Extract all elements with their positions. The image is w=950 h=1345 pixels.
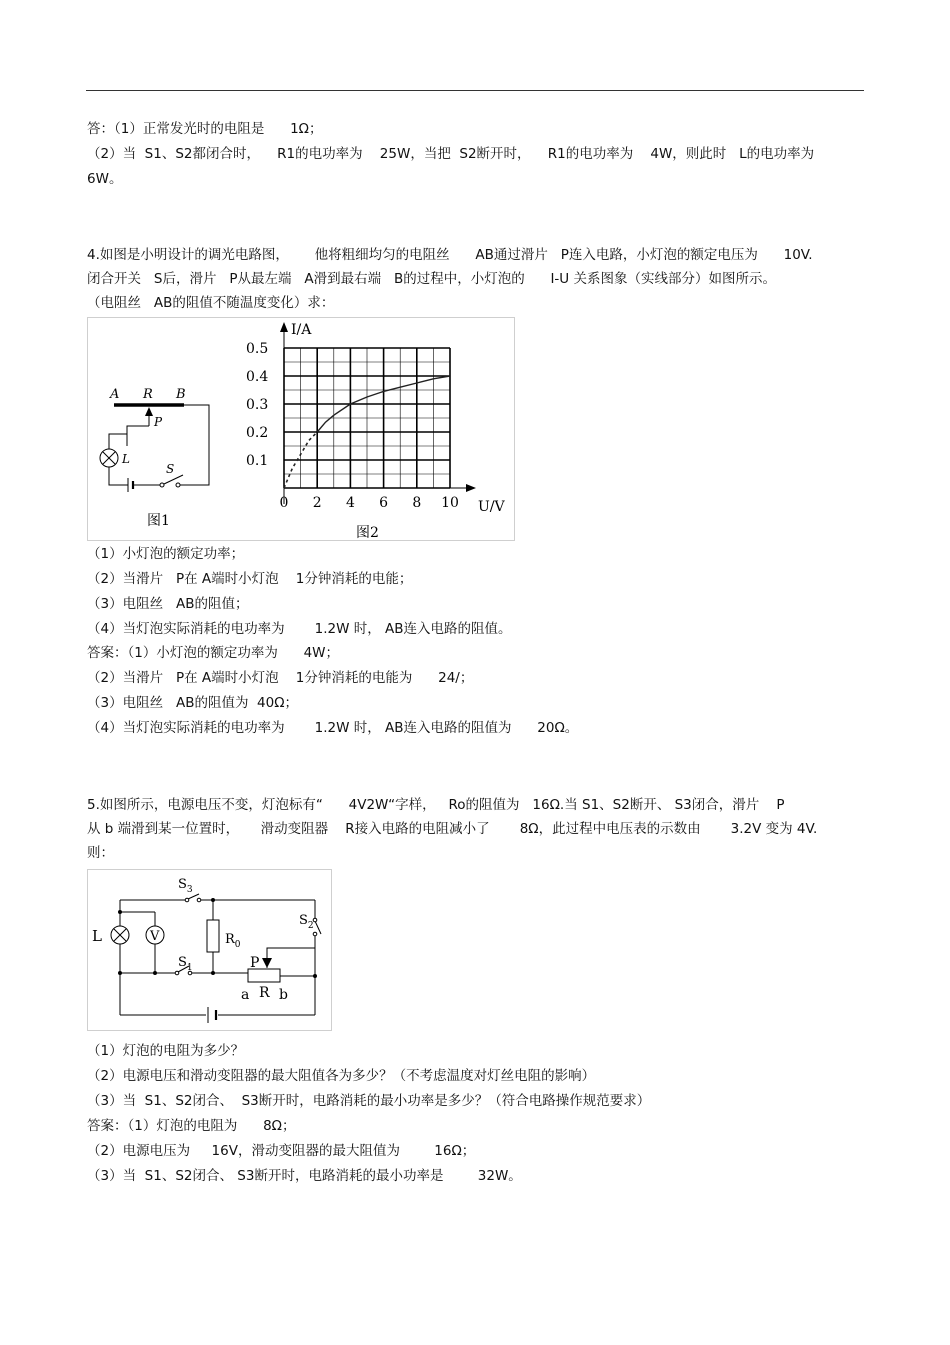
label-a: A <box>110 387 120 402</box>
switch-s3-contact-right <box>197 898 201 902</box>
slider-arrow-icon <box>262 958 272 968</box>
x-axis-arrow-icon <box>466 484 476 492</box>
label-v: V <box>150 929 160 944</box>
label-r: R <box>143 387 153 402</box>
slider-wire <box>267 948 315 968</box>
answer3-line3: 6W。 <box>87 171 123 187</box>
x-tick-label: 8 <box>412 495 422 511</box>
figure1-caption: 图1 <box>147 513 170 529</box>
junction-dot <box>211 898 215 902</box>
q4-answer-3: （3）电阻丝 AB的阻值为 40Ω； <box>87 695 299 711</box>
junction-dot <box>118 910 122 914</box>
q4-question-2: （2）当滑片 P在 A端时小灯泡 1分钟消耗的电能； <box>87 571 413 587</box>
q5-stem-line1: 5.如图所示，电源电压不变，灯泡标有“ 4V2W“字样， Ro的阻值为 16Ω.当 S1、S2断开、 S3闭合，滑片 P <box>87 797 785 813</box>
q4-answer-4: （4）当灯泡实际消耗的电功率为 1.2W 时， AB连入电路的阻值为 20Ω。 <box>87 720 579 736</box>
junction-dot <box>211 971 215 975</box>
q5-question-3: （3）当 S1、S2闭合、 S3断开时，电路消耗的最小功率是多少？（符合电路操作规范要求） <box>87 1093 651 1109</box>
q4-circuit-diagram <box>88 318 238 540</box>
q5-question-2: （2）电源电压和滑动变阻器的最大阻值各为多少？（不考虑温度对灯丝电阻的影响） <box>87 1068 596 1084</box>
label-s3: $S_3$ <box>178 877 193 895</box>
answer3-line2: （2）当 S1、S2都闭合时， R1的电功率为 25W，当把 S2断开时， R1的电功率为 4W，则此时 L的电功率为 <box>87 146 815 162</box>
label-s: S <box>166 462 175 476</box>
label-p: P <box>154 415 163 429</box>
y-tick-label: 0.2 <box>246 425 269 441</box>
x-tick-label: 0 <box>279 495 289 511</box>
q4-question-3: （3）电阻丝 AB的阻值； <box>87 596 249 612</box>
q5-stem-line3: 则： <box>87 845 114 861</box>
label-l: L <box>122 452 130 466</box>
q5-answer-2: （2）电源电压为 16V，滑动变阻器的最大阻值为 16Ω； <box>87 1143 476 1159</box>
resistor-r0 <box>207 920 219 952</box>
switch-contact-left <box>160 483 164 487</box>
y-tick-label: 0.4 <box>246 369 269 385</box>
q5-circuit-diagram <box>88 870 331 1030</box>
answer3-line1: 答：（1）正常发光时的电阻是 1Ω； <box>87 121 323 137</box>
x-tick-label: 4 <box>345 495 355 511</box>
q5-answer-1: 答案：（1）灯泡的电阻为 8Ω； <box>87 1118 296 1134</box>
y-tick-label: 0.5 <box>246 341 269 357</box>
label-b: B <box>176 387 186 402</box>
switch-s2-contact-top <box>313 918 317 922</box>
q4-figure-frame <box>87 317 515 541</box>
label-p: P <box>250 955 260 971</box>
y-tick-label: 0.3 <box>246 397 269 413</box>
q4-answer-1: 答案：（1）小灯泡的额定功率为 4W； <box>87 645 340 661</box>
label-l: L <box>92 927 102 945</box>
q5-answer-3: （3）当 S1、S2闭合、 S3断开时，电路消耗的最小功率是 32W。 <box>87 1168 522 1184</box>
label-s1: $S_1$ <box>178 955 193 973</box>
q5-question-1: （1）灯泡的电阻为多少？ <box>87 1043 245 1059</box>
q4-question-4: （4）当灯泡实际消耗的电功率为 1.2W 时， AB连入电路的阻值。 <box>87 621 512 637</box>
chart-x-axis-label: U/V <box>478 499 505 515</box>
slider-wire <box>127 426 149 446</box>
switch-contact-right <box>176 483 180 487</box>
junction-dot <box>313 974 317 978</box>
label-r: R <box>259 985 270 1001</box>
q4-stem-line1: 4.如图是小明设计的调光电路图， 他将粗细均匀的电阻丝 AB通过滑片 P连入电路，小灯泡的额定电压为 10V. <box>87 247 813 263</box>
q5-stem-line2: 从 b 端滑到某一位置时， 滑动变阻器 R接入电路的电阻减小了 8Ω，此过程中电压表的示数由 3.2V 变为 4V. <box>87 821 818 837</box>
label-b: b <box>279 987 288 1003</box>
header-rule <box>86 90 864 91</box>
q4-iu-chart <box>238 318 514 540</box>
slider-arrow-icon <box>145 407 153 416</box>
lamp-bottom-wire <box>109 467 128 485</box>
q4-stem-line3: （电阻丝 AB的阻值不随温度变化）求： <box>87 295 335 311</box>
switch-s2-contact-bottom <box>313 932 317 936</box>
lamp-top-wire <box>109 434 127 449</box>
q5-figure-frame <box>87 869 332 1031</box>
x-tick-label: 10 <box>441 495 459 511</box>
q4-answer-2: （2）当滑片 P在 A端时小灯泡 1分钟消耗的电能为 24/； <box>87 670 474 686</box>
right-wire <box>178 405 209 485</box>
q4-stem-line2: 闭合开关 S后，滑片 P从最左端 A滑到最右端 B的过程中，小灯泡的 I-U 关系图象（实线部分）如图所示。 <box>87 271 776 287</box>
x-tick-label: 2 <box>312 495 322 511</box>
switch-blade <box>164 475 183 484</box>
chart-y-axis-label: I/A <box>291 322 312 338</box>
switch-s1-contact-left <box>175 971 179 975</box>
figure2-caption: 图2 <box>356 525 379 540</box>
junction-dot <box>153 971 157 975</box>
y-axis-arrow-icon <box>280 322 288 332</box>
label-r0: $R_0$ <box>225 932 241 950</box>
q4-question-1: （1）小灯泡的额定功率； <box>87 546 245 562</box>
label-a: a <box>241 987 250 1003</box>
y-tick-label: 0.1 <box>246 453 269 469</box>
x-tick-label: 6 <box>379 495 389 511</box>
label-s2: $S_2$ <box>299 913 314 931</box>
switch-s3-contact-left <box>185 898 189 902</box>
junction-dot <box>118 971 122 975</box>
